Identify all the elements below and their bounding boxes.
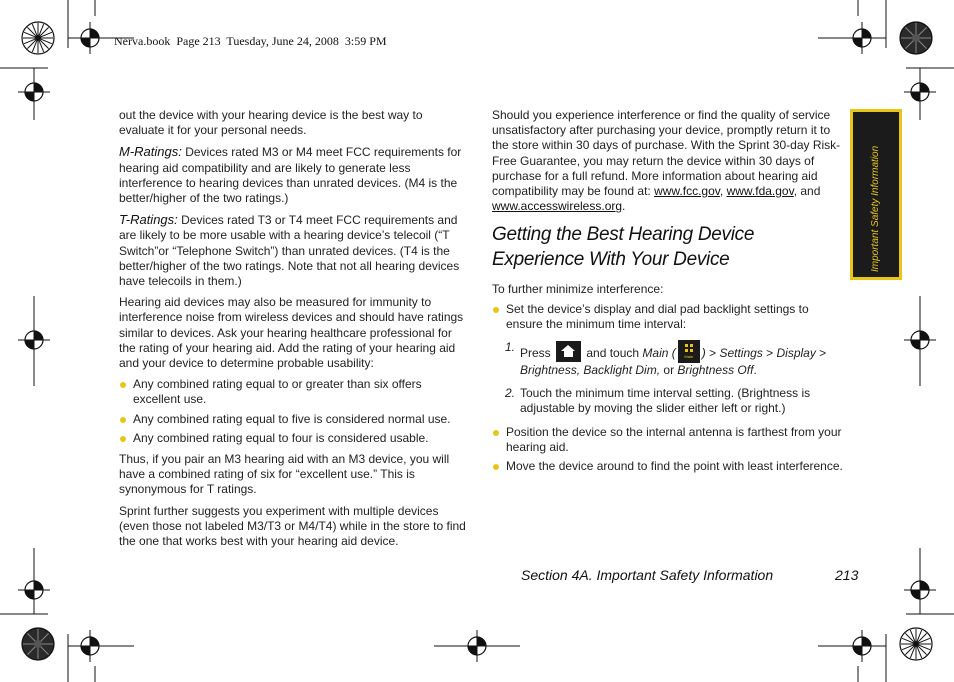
accesswireless-link[interactable]: www.accesswireless.org [492, 199, 623, 214]
page-number: 213 [835, 567, 859, 583]
step-1 [492, 340, 844, 378]
step-text: Touch the minimum time interval setting. (Brightness is adjustable by moving the slider either left or right.) [520, 386, 811, 416]
display-label: Display [776, 346, 816, 361]
or-text: or [660, 363, 678, 378]
step-2 [492, 386, 844, 416]
main-menu-icon [678, 340, 700, 363]
list-item [492, 459, 844, 474]
return-text: Should you experience interference or find the quality of service unsatisfactory after purchasing your device, promptly return it to the store within 30 days of purchase. With the Sprint 30-day Risk-Free Guarantee, you may return the device within 30 days of purchase for a full refund. More information about hearing aid compatibility may be found at: [492, 108, 841, 199]
brightness-off-label: Brightness Off [677, 363, 754, 378]
bullet-icon [120, 436, 126, 442]
section-heading: Getting the Best Hearing Device Experience With Your Device [492, 224, 755, 271]
main-icon-text: Main [684, 354, 694, 360]
thus-paragraph: Thus, if you pair an M3 hearing aid with an M3 device, you will have a combined rating of six for “excellent use.” This is synonymous for T ratings. [119, 452, 450, 497]
bullet-text: Any combined rating equal to or greater than six offers excellent use. [133, 377, 422, 407]
t-ratings-label: T-Ratings: [119, 212, 178, 228]
right-column [492, 108, 844, 478]
bullet-text: Any combined rating equal to five is considered normal use. [133, 411, 451, 426]
step-end: . [753, 363, 757, 378]
bullet-icon [493, 307, 499, 313]
brightness-label: Brightness, Backlight Dim, [520, 363, 661, 378]
fcc-link[interactable]: www.fcc.gov [654, 184, 720, 199]
return-paragraph [492, 108, 844, 214]
bullet-icon [120, 417, 126, 423]
settings-label: Settings [719, 346, 763, 361]
main-label: Main ( [642, 346, 676, 361]
link-separator: , and [793, 184, 821, 199]
sprint-paragraph: Sprint further suggests you experiment with multiple devices (even those not labeled M3/T3 or M4/T4) while in the store to find the one that works best with your hearing aid device. [119, 503, 466, 549]
arrow: > [705, 346, 720, 361]
t-ratings-paragraph [119, 212, 469, 289]
list-item [119, 377, 469, 407]
home-icon [556, 341, 581, 362]
left-column [119, 108, 469, 555]
side-tab [850, 109, 902, 280]
step-and-touch: and touch [583, 346, 643, 361]
bullet-text: Position the device so the internal antenna is farthest from your hearing aid. [506, 424, 842, 454]
step-number: 2. [505, 386, 516, 401]
footer-section: Section 4A. Important Safety Information [521, 567, 774, 583]
list-item [492, 425, 844, 455]
close-paren: ) [701, 346, 706, 361]
bullet-text: Move the device around to find the point with least interference. [506, 459, 843, 474]
step-number: 1. [505, 340, 516, 355]
side-tab-panel [853, 112, 899, 277]
list-item [119, 412, 469, 427]
t-ratings-text: Devices rated T3 or T4 meet FCC requirements and are likely to be more usable with a hearing device’s telecoil (“T Switch”or “Telephone Switch”) than unrated devices. (T4 is the better/higher of the two ratings. Note that not all hearing devices have telecoils in them.) [119, 213, 460, 289]
minimize-intro: To further minimize interference: [492, 282, 664, 297]
bullet-text: Set the device’s display and dial pad backlight settings to ensure the minimum time interval: [506, 301, 809, 331]
bullet-text: Any combined rating equal to four is considered usable. [133, 430, 429, 445]
arrow: > [762, 346, 777, 361]
bullet-icon [493, 464, 499, 470]
link-separator: , [719, 184, 727, 199]
list-item [119, 431, 469, 446]
bullet-icon [120, 382, 126, 388]
print-header: Nerva.book Page 213 Tuesday, June 24, 2008 3:59 PM [114, 34, 387, 48]
page-footer [521, 567, 859, 583]
step-press: Press [520, 346, 555, 361]
intro-paragraph: out the device with your hearing device is the best way to evaluate it for your personal needs. [119, 108, 423, 138]
m-ratings-text: Devices rated M3 or M4 meet FCC requirements for hearing aid compatibility and are likely to generate less interference to hearing devices than unrated devices. (M4 is the better/higher of the two ratings.) [119, 145, 462, 206]
side-tab-label: Important Safety Information [870, 145, 881, 272]
link-end: . [622, 199, 626, 214]
m-ratings-paragraph [119, 144, 469, 206]
bullet-icon [493, 430, 499, 436]
list-item [492, 302, 844, 332]
fda-link[interactable]: www.fda.gov [726, 184, 794, 199]
arrow: > [815, 346, 827, 361]
immunity-paragraph: Hearing aid devices may also be measured for immunity to interference noise from wireless devices and should have ratings similar to devices. Ask your hearing healthcare professional for the rating of your hearing aid. Add the rating of your hearing aid and your device to determine probable usability: [119, 295, 464, 371]
m-ratings-label: M-Ratings: [119, 144, 182, 160]
